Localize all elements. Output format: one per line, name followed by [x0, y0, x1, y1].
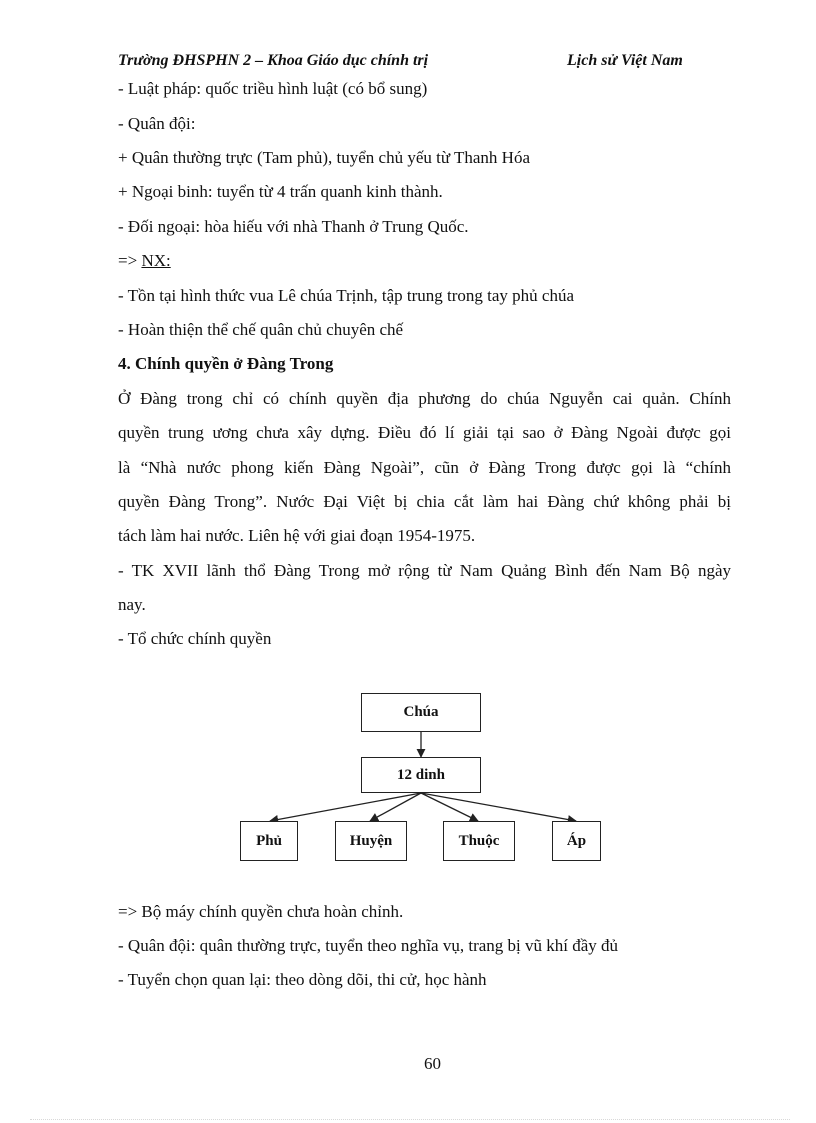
paragraph-line-5: tách làm hai nước. Liên hệ với giai đoạn 1954-1975.	[118, 526, 476, 545]
page-number: 60	[424, 1054, 441, 1073]
text-line-organization: - Tổ chức chính quyền	[118, 629, 272, 648]
arrow-dinh-to-ap	[421, 793, 576, 821]
text-line-absolute-monarchy: - Hoàn thiện thể chế quân chủ chuyên chế	[118, 320, 404, 339]
text-line-foreign-troops: + Ngoại binh: tuyển từ 4 trấn quanh kinh thành.	[118, 182, 443, 201]
paragraph-line-4: quyền Đàng Trong”. Nước Đại Việt bị chia cắt làm hai Đàng chứ không phải bị	[118, 492, 731, 511]
text-line-army-south: - Quân đội: quân thường trực, tuyển theo nghĩa vụ, trang bị vũ khí đầy đủ	[118, 936, 619, 955]
paragraph-line-1: Ở Đàng trong chỉ có chính quyền địa phương do chúa Nguyễn cai quản. Chính	[118, 389, 731, 408]
text-line-officials: - Tuyển chọn quan lại: theo dòng dõi, thi cử, học hành	[118, 970, 487, 989]
arrow-dinh-to-phu	[270, 793, 421, 821]
text-line-standing-army: + Quân thường trực (Tam phủ), tuyển chủ yếu từ Thanh Hóa	[118, 148, 531, 167]
text-line-army: - Quân đội:	[118, 114, 196, 133]
org-box-ap: Áp	[552, 821, 601, 861]
text-line-territory-cont: nay.	[118, 595, 146, 614]
section-heading: 4. Chính quyền ở Đàng Trong	[118, 354, 334, 373]
text-line-le-trinh: - Tồn tại hình thức vua Lê chúa Trịnh, tập trung trong tay phủ chúa	[118, 286, 575, 305]
text-line-foreign-policy: - Đối ngoại: hòa hiếu với nhà Thanh ở Trung Quốc.	[118, 217, 469, 236]
org-box-huyen: Huyện	[335, 821, 407, 861]
remark-arrow: =>	[118, 251, 142, 270]
org-box-thuoc: Thuộc	[443, 821, 515, 861]
running-header-left: Trường ĐHSPHN 2 – Khoa Giáo dục chính trị	[118, 52, 429, 69]
org-box-chua: Chúa	[361, 693, 481, 732]
remark-label: NX:	[141, 251, 171, 270]
org-box-phu: Phủ	[240, 821, 298, 861]
paragraph-line-2: quyền trung ương chưa xây dựng. Điều đó lí giải tại sao ở Đàng Ngoài được gọi	[118, 423, 731, 442]
org-box-12-dinh: 12 dinh	[361, 757, 481, 793]
bottom-dotted-rule	[30, 1119, 790, 1120]
arrow-dinh-to-thuoc	[421, 793, 478, 821]
text-line-territory: - TK XVII lãnh thổ Đàng Trong mở rộng từ Nam Quảng Bình đến Nam Bộ ngày	[118, 561, 731, 580]
paragraph-line-3: là “Nhà nước phong kiến Đàng Ngoài”, cũn ở Đàng Trong được gọi là “chính	[118, 458, 731, 477]
text-line-conclusion: => Bộ máy chính quyền chưa hoàn chỉnh.	[118, 902, 404, 921]
text-line-law: - Luật pháp: quốc triều hình luật (có bổ sung)	[118, 79, 428, 98]
running-header-right: Lịch sử Việt Nam	[567, 52, 683, 69]
